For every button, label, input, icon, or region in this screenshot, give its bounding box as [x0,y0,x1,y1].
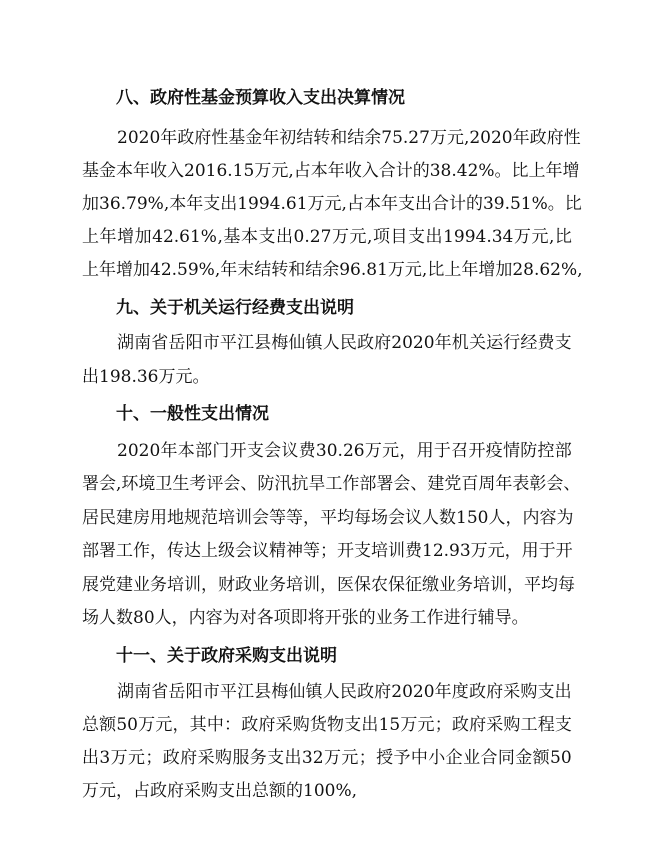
section-heading: 九、关于机关运行经费支出说明 [116,298,354,318]
paragraph-line: 加 36.79% , 本 年 支 出 1994.61 万 元 , 占 本 年 支 出 合 计 的 39.51% 。 比 [82,194,582,214]
section-heading: 八、政府性基金预算收入支出决算情况 [116,88,405,108]
paragraph-line: 居 民 建 房 用 地 规 范 培 训 会 等 等 ， 平 均 每 场 会 议 人 数 150 人 ， 内 容 为 [82,508,574,528]
paragraph-line: 出 3 万 元 ； 政 府 采 购 服 务 支 出 32 万 元 ； 授 予 中 小 企 业 合 同 金 额 50 [82,748,572,768]
paragraph-line: 万元，占政府采购支出总额的100%, [82,781,358,801]
paragraph-line: 2020 年 本 部 门 开 支 会 议 费 30.26 万 元 ， 用 于 召 开 疫 情 防 控 部 [117,441,572,461]
paragraph-line: 出198.36万元。 [82,367,210,387]
paragraph-line: 上 年 增 加 42.61% , 基 本 支 出 0.27 万 元 , 项 目 支 出 1994.34 万 元 , 比 [82,227,572,247]
paragraph-line: 场人数80人，内容为对各项即将开张的业务工作进行辅导。 [82,608,529,628]
paragraph-line: 部 署 工 作 ， 传 达 上 级 会 议 精 神 等 ； 开 支 培 训 费 12.93 万 元 ， 用 于 开 [82,541,573,561]
paragraph-line: 基 金 本 年 收 入 2016.15 万 元 , 占 本 年 收 入 合 计 的 38.42% 。 比 上 年 增 [82,161,580,181]
paragraph-line: 上 年 增 加 42.59% , 年 末 结 转 和 结 余 96.81 万 元 , 比 上 年 增 加 28.62% , [82,260,583,280]
paragraph-line: 湖 南 省 岳 阳 市 平 江 县 梅 仙 镇 人 民 政 府 2020 年 机 关 运 行 经 费 支 [117,333,572,353]
paragraph-line: 展 党 建 业 务 培 训 ， 财 政 业 务 培 训 ， 医 保 农 保 征 缴 业 务 培 训 ， 平 均 每 [82,575,575,595]
paragraph-line: 湖 南 省 岳 阳 市 平 江 县 梅 仙 镇 人 民 政 府 2020 年 度 政 府 采 购 支 出 [117,682,572,702]
section-heading: 十、一般性支出情况 [116,404,269,424]
paragraph-line: 总 额 50 万 元 ， 其 中 ： 政 府 采 购 货 物 支 出 15 万 元 ； 政 府 采 购 工 程 支 [82,715,572,735]
section-heading: 十一、关于政府采购支出说明 [116,646,337,666]
paragraph-line: 署 会 , 环 境 卫 生 考 评 会 、 防 汛 抗 旱 工 作 部 署 会 、 建 党 百 周 年 表 彰 会 、 [82,474,581,494]
paragraph-line: 2020 年 政 府 性 基 金 年 初 结 转 和 结 余 75.27 万 元 , 2020 年 政 府 性 [117,128,581,148]
